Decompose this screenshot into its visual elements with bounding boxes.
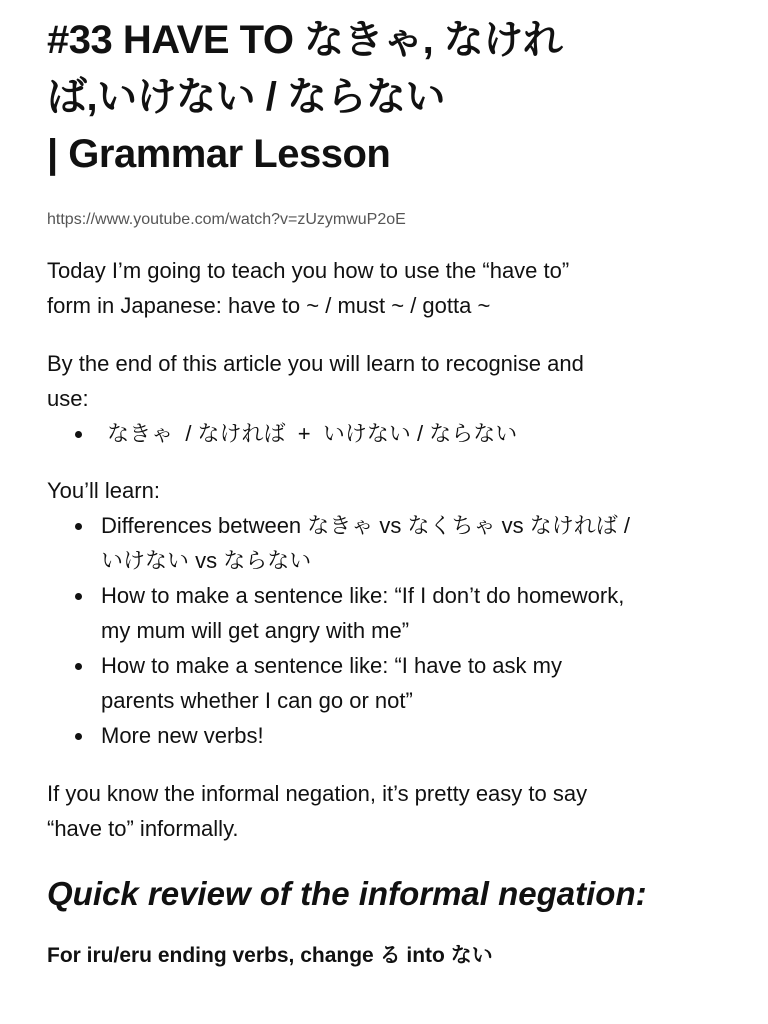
bullet-icon (75, 523, 82, 530)
intro-line: form in Japanese: have to ~ / must ~ / gotta ~ (47, 293, 491, 318)
informal-line: If you know the informal negation, it’s pretty easy to say (47, 781, 588, 806)
section-heading: Quick review of the informal negation: (47, 875, 647, 912)
list-item-line: いけない vs ならない (101, 548, 312, 573)
list-item-line: my mum will get angry with me” (101, 618, 410, 643)
article-title-line: #33 HAVE TO なきゃ, なけれ (47, 18, 563, 62)
list-item (47, 578, 728, 648)
list-item (47, 416, 728, 451)
bullet-icon (75, 431, 82, 438)
bullet-icon (75, 593, 82, 600)
learning-goal-line: By the end of this article you will learn to recognise and (47, 351, 584, 376)
learning-goal-paragraph (47, 346, 728, 416)
list-item-line: How to make a sentence like: “If I don’t do homework, (101, 583, 625, 608)
list-item-line: Differences between なきゃ vs なくちゃ vs なければ / (101, 513, 630, 538)
bullet-icon (75, 663, 82, 670)
source-video-link[interactable]: https://www.youtube.com/watch?v=zUzymwuP2oE (47, 211, 406, 228)
list-item (47, 648, 728, 718)
bullet-icon (75, 733, 82, 740)
intro-paragraph (47, 253, 728, 323)
list-item-line: How to make a sentence like: “I have to ask my (101, 653, 562, 678)
grammar-forms-list (47, 416, 728, 451)
learning-points-list (47, 508, 728, 753)
article-title-line: ば,いけない / ならない (47, 75, 445, 119)
informal-paragraph (47, 776, 728, 846)
article-title-line: | Grammar Lesson (47, 132, 391, 176)
youll-learn-label: You’ll learn: (47, 478, 160, 503)
intro-line: Today I’m going to teach you how to use the “have to” (47, 258, 570, 283)
grammar-form-text: なきゃ / なければ + いけない / ならない (101, 421, 518, 446)
section-subheading: For iru/eru ending verbs, change る into ない (47, 944, 493, 967)
list-item-line: parents whether I can go or not” (101, 688, 413, 713)
list-item (47, 508, 728, 578)
article-title (47, 12, 728, 183)
informal-line: “have to” informally. (47, 816, 239, 841)
learning-goal-line: use: (47, 386, 89, 411)
list-item (47, 718, 728, 753)
list-item-line: More new verbs! (101, 723, 264, 748)
